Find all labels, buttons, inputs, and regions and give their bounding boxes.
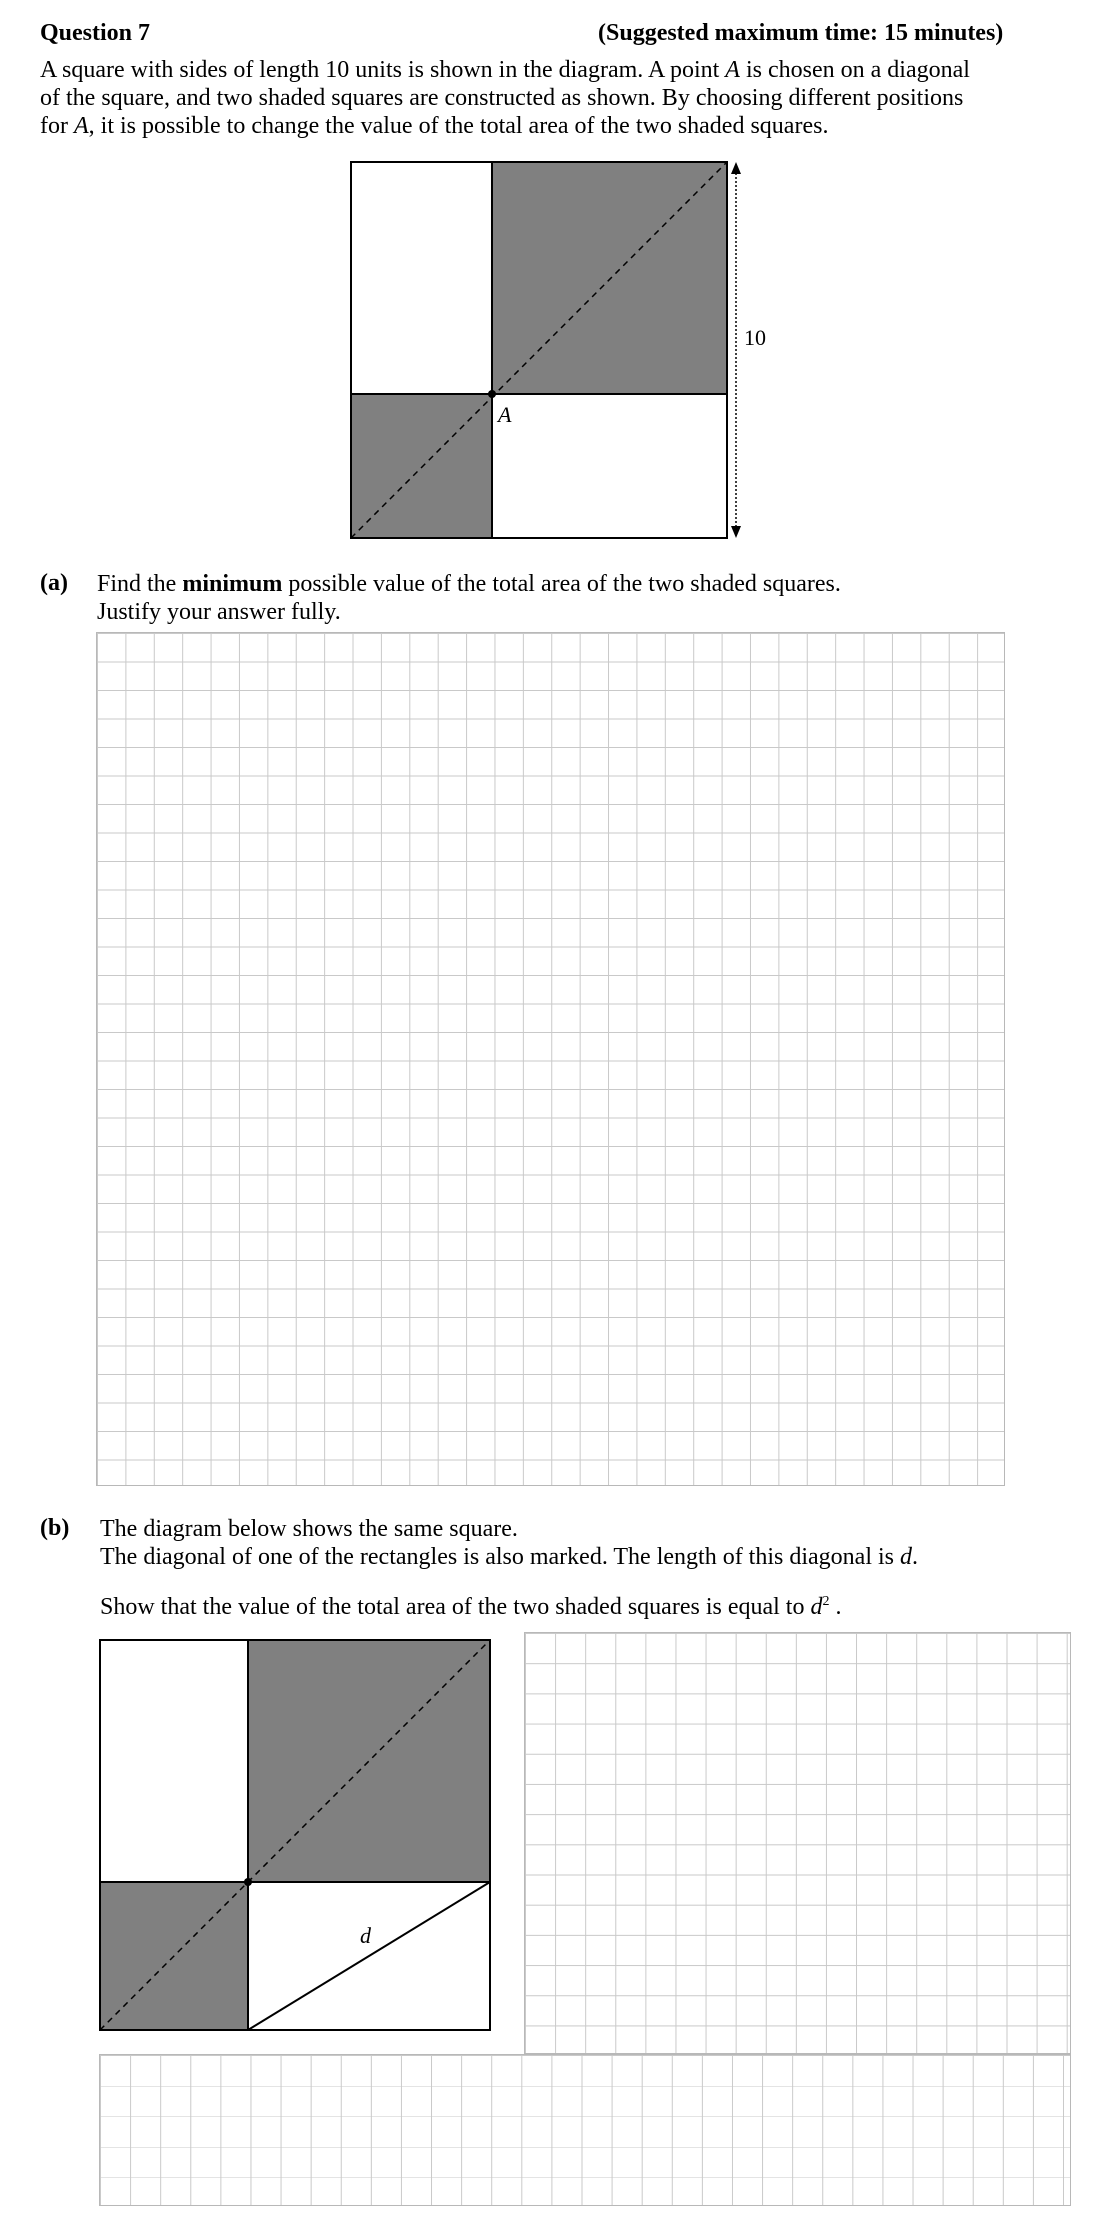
intro-line-3: for A, it is possible to change the value of the total area of the two shaded squares. — [40, 113, 829, 139]
question-intro — [40, 56, 1060, 140]
part-b-line-1: The diagram below shows the same square. — [100, 1516, 518, 1542]
answer-grid-a[interactable] — [96, 632, 1005, 1486]
arrow-down-icon — [731, 526, 741, 538]
part-b-line-3: Show that the value of the total area of the two shaded squares is equal to $d^2$ . — [100, 1594, 842, 1620]
suggested-time: (Suggested maximum time: 15 minutes) — [598, 20, 1004, 46]
answer-grid-b-side[interactable] — [524, 1632, 1071, 2054]
square-diagram-2 — [95, 1635, 495, 2035]
part-a-instruction: Find the minimum possible value of the total area of the two shaded squares. Justify your answer fully. — [97, 571, 841, 625]
part-a-letter: (a) — [40, 570, 68, 596]
arrow-up-icon — [731, 162, 741, 174]
point-a-marker — [244, 1878, 252, 1886]
part-b-line-2: The diagonal of one of the rectangles is also marked. The length of this diagonal is d. — [100, 1544, 919, 1570]
point-a-marker — [488, 390, 496, 398]
small-shaded-square — [351, 394, 492, 538]
side-length-label: 10 — [744, 325, 766, 350]
answer-grid-b-bottom[interactable] — [99, 2054, 1071, 2206]
square-diagram-1 — [340, 155, 766, 545]
rectangle-diagonal-d — [248, 1882, 490, 2030]
intro-line-2: of the square, and two shaded squares are constructed as shown. By choosing different positions — [40, 85, 964, 111]
intro-line-1: A square with sides of length 10 units is shown in the diagram. A point A is chosen on a diagonal — [40, 57, 970, 83]
point-a-label: A — [498, 402, 512, 427]
large-shaded-square — [492, 162, 727, 394]
diagonal-d-label: d — [360, 1923, 371, 1948]
question-title: Question 7 — [40, 20, 151, 46]
part-b-letter: (b) — [40, 1515, 70, 1541]
